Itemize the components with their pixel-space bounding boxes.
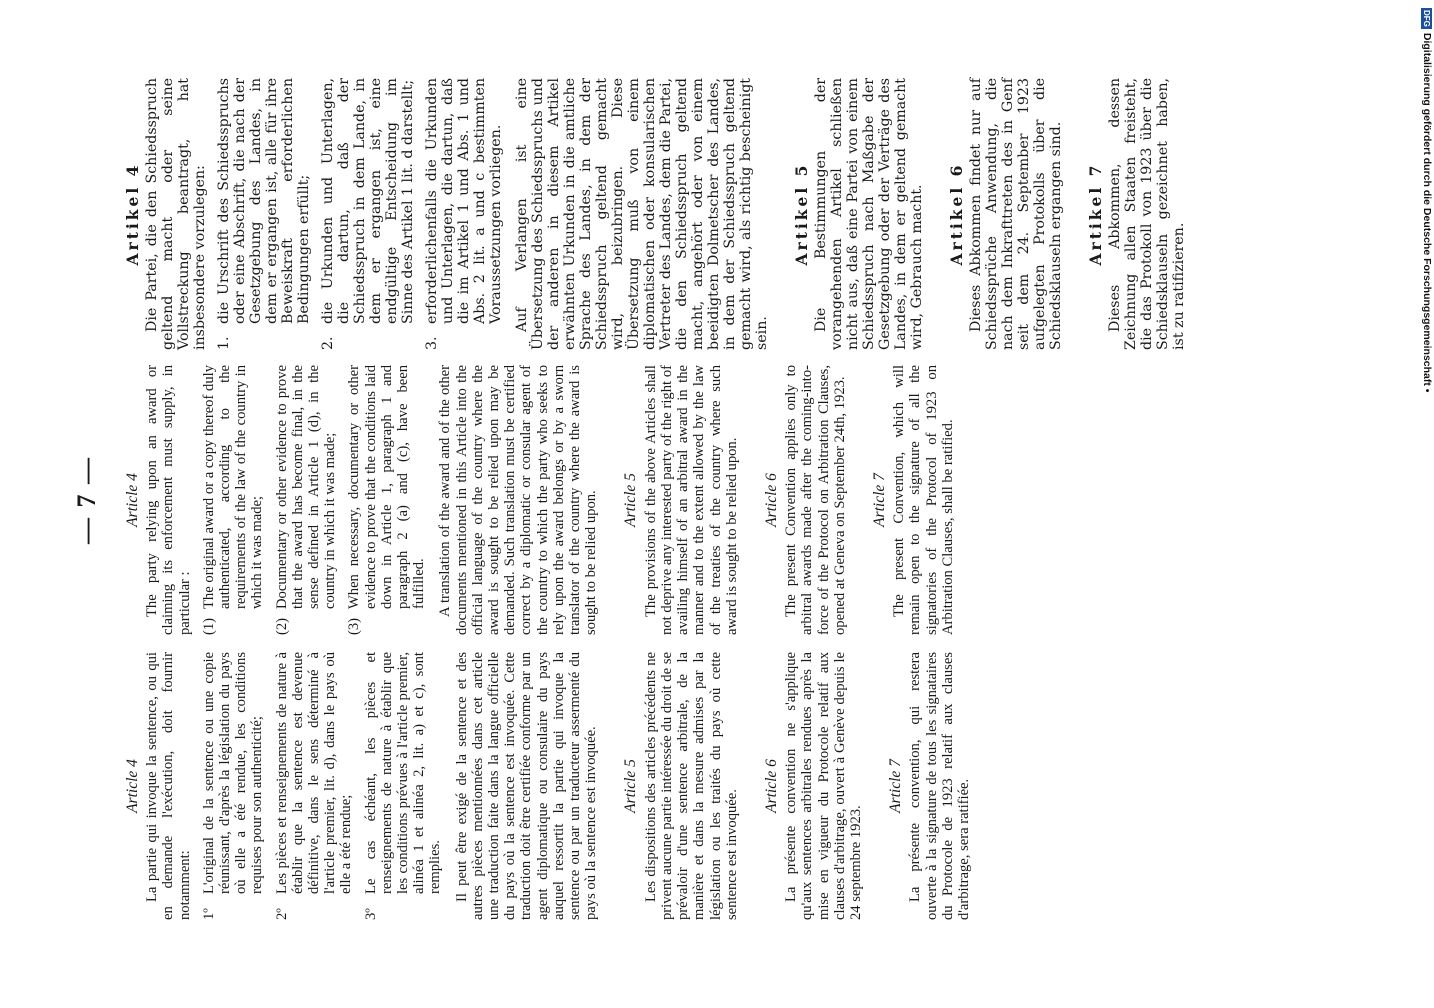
en-article-6-heading: Article 6: [762, 473, 780, 527]
de-article-5-text: Die Bestimmungen der vorangehenden Artikel schließen nicht aus, daß eine Partei von einem Schiedsspruch nach Maßgabe der Gesetzgebung oder der Verträge des Landes, in dem er geltend gemacht wird, Gebrauch macht.: [813, 78, 925, 350]
en-article-4-translation: A translation of the award and of the other documents mentioned in this Article into the official language of the country where the award is sought to be relied upon may be demanded. Such translation must be certified correct by a diplomatic or consular agent of the country to which the party who seeks to rely upon the award belongs or by a sworn translator of the country where the award is sought to be relied upon.: [437, 365, 600, 635]
fr-article-4-item-1: [201, 652, 266, 920]
de-article-7-heading: Artikel 7: [1086, 162, 1105, 266]
en-article-4-item-3: [346, 365, 427, 635]
fr-article-4-intro: La partie qui invoque la sentence, ou qui en demande l'exécution, doit fournir notamment:: [144, 652, 193, 920]
en-item-2-text: Documentary or other evidence to prove that the award has become final, in the sense defined in Article 1 (d), in the country in which it was made;: [273, 365, 339, 609]
fr-item-1-number: 1º: [200, 908, 217, 920]
en-article-5-heading: Article 5: [622, 473, 640, 527]
de-article-4-translation: Auf Verlangen ist eine Übersetzung des Schiedsspruchs und der anderen in diesem Artikel erwähnten Urkunden in die amtliche Sprache des Landes, in dem der Schiedsspruch geltend gemacht wird, beizubringen. Diese Übersetzung muß von einem diplomatischen oder konsularischen Vertreter des Landes, dem die Partei, die den Schiedsspruch geltend macht, angehört oder von einem beeidigten Dolmetscher des Landes, in dem der Schiedsspruch geltend gemacht wird, als richtig bescheinigt sein.: [514, 78, 770, 350]
fr-article-4-translation: Il peut être exigé de la sentence et des autres pièces mentionnées dans cet article une traduction faite dans la langue officielle du pays où la sentence est invoquée. Cette traduction doit être certifiée conforme par un agent diplomatique ou consulaire du pays auquel ressortit la partie qui invoque la sentence ou par un traducteur assermenté du pays où la sentence est invoquée.: [453, 652, 600, 920]
de-item-2-text: die Urkunden und Unterlagen, die dartun, daß der Schiedsspruch in dem Lande, in dem er ergangen ist, eine endgültige Entscheidung im Sinne des Artikel 1 lit. d darstellt;: [320, 78, 416, 324]
dfg-logo: DFG: [1422, 10, 1432, 27]
de-article-4-heading: Artikel 4: [123, 162, 142, 266]
de-item-3-text: erforderlichenfalls die Urkunden und Unterlagen, die dartun, daß die im Artikel 1 und Abs. 1 und Abs. 2 lit. a und c bestimmten Voraussetzungen vorliegen.: [424, 78, 504, 324]
de-article-4-item-1: [216, 78, 312, 350]
column-german: [125, 78, 1187, 350]
de-article-5-heading: Artikel 5: [792, 162, 811, 266]
en-item-1-text: The original award or a copy thereof duly authenticated, according to the requirements of the law of the country in which it was made;: [200, 365, 266, 609]
fr-article-5-text: Les dispositions des articles précédents ne privent aucune partie intéressée du droit de se prévaloir d'une sentence arbitrale, de la manière et dans la mesure admises par la législation ou les traités du pays où cette sentence est invoquée.: [642, 652, 740, 920]
en-item-1-number: (1): [200, 617, 217, 635]
fr-article-4-heading: Article 4: [124, 759, 141, 813]
column-english: [125, 365, 956, 635]
digitization-margin: [1419, 0, 1434, 1000]
fr-item-3-text: Le cas échéant, les pièces et renseignements de nature à établir que les conditions prévues à l'article premier, alinéa 1 et alinéa 2, lit. a) et c), sont remplies.: [362, 652, 444, 894]
fr-article-6-text: La présente convention ne s'applique qu'aux sentences arbitrales rendues après la mise en vigueur du Protocole relatif aux clauses d'arbitrage, ouvert à Genève depuis le 24 septembre 1923.: [783, 652, 864, 920]
de-item-2-number: 2.: [320, 336, 336, 350]
en-article-6-text: The present Convention applies only to arbitral awards made after the coming-into-force of the Protocol on Arbitration Clauses, opened at Geneva on September 24th, 1923.: [783, 365, 848, 635]
fr-article-7-text: La présente convention, qui restera ouverte à la signature de tous les signataires du Protocole de 1923 relatif aux clauses d'arbitrage, sera ratifiée.: [907, 652, 972, 920]
fr-article-4-item-2: [274, 652, 355, 920]
de-article-4-item-2: [320, 78, 416, 350]
column-french: [125, 652, 972, 920]
fr-item-1-text: L'original de la sentence ou une copie réunissant, d'après la législation du pays où elle a été rendue, les conditions requises pour son authenticité;: [200, 652, 266, 894]
de-item-1-text: die Urschrift des Schiedsspruchs oder eine Abschrift, die nach der Gesetzgebung des Landes, in dem er ergangen ist, alle für ihre Beweiskraft erforderlichen Bedingungen erfüllt;: [216, 78, 312, 324]
fr-article-6-heading: Article 6: [762, 759, 780, 813]
fr-item-2-text: Les pièces et renseignements de nature à établir que la sentence est devenue définitive, dans le sens déterminé à l'article premier, lit. d), dans le pays où elle a été rendue;: [273, 652, 355, 894]
en-article-4-heading: Article 4: [124, 473, 141, 527]
en-article-5-text: The provisions of the above Articles shall not deprive any interested party of the right of availing himself of an arbitral award in the manner and to the extent allowed by the law of the treaties of the country where such award is sought to be relied upon.: [642, 365, 740, 635]
en-article-4-item-2: [274, 365, 339, 635]
en-article-7-heading: Article 7: [870, 473, 888, 527]
en-item-2-number: (2): [273, 617, 290, 635]
en-article-7-text: The present Convention, which will remain open to the signature of all the signatories of the Protocol of 1923 on Arbitration Clauses, shall be ratified.: [891, 365, 956, 635]
fr-article-4-item-3: [363, 652, 444, 920]
en-article-4-intro: The party relying upon an award or claiming its enforcement must supply, in particular :: [144, 365, 193, 635]
de-item-1-number: 1.: [216, 336, 232, 350]
de-article-4-intro: Die Partei, die den Schiedsspruch geltend macht oder seine Vollstreckung beantragt, hat insbesondere vorzulegen:: [144, 78, 208, 350]
en-item-3-number: (3): [346, 617, 363, 635]
de-article-7-text: Dieses Abkommen, dessen Zeichnung allen Staaten freisteht, die das Protokoll von 1923 über die Schiedsklauseln gezeichnet haben, ist zu ratifizieren.: [1107, 78, 1187, 350]
en-article-4-item-1: [201, 365, 266, 635]
de-article-4-item-3: [424, 78, 504, 350]
de-item-3-number: 3.: [424, 336, 440, 350]
digitization-note: Digitalisierung gefördert durch die Deutsche Forschungsgemeinschaft •: [1421, 32, 1433, 393]
fr-article-7-heading: Article 7: [887, 759, 905, 813]
fr-item-3-number: 3º: [362, 908, 379, 920]
de-article-6-heading: Artikel 6: [947, 162, 966, 266]
page-number: — 7 —: [72, 456, 101, 544]
en-item-3-text: When necessary, documentary or other evidence to prove that the conditions laid down in Article 1, paragraph 1 and paragraph 2 (a) and (c), have been fulfilled.: [346, 365, 428, 609]
de-article-6-text: Dieses Abkommen findet nur auf Schiedssprüche Anwendung, die nach dem Inkrafttreten des in Genf seit dem 24. September 1923 aufgelegten Protokolls über die Schiedsklauseln ergangen sind.: [968, 78, 1064, 350]
digitization-credit: [1417, 0, 1434, 1008]
fr-item-2-number: 2º: [273, 908, 290, 920]
fr-article-5-heading: Article 5: [622, 759, 640, 813]
